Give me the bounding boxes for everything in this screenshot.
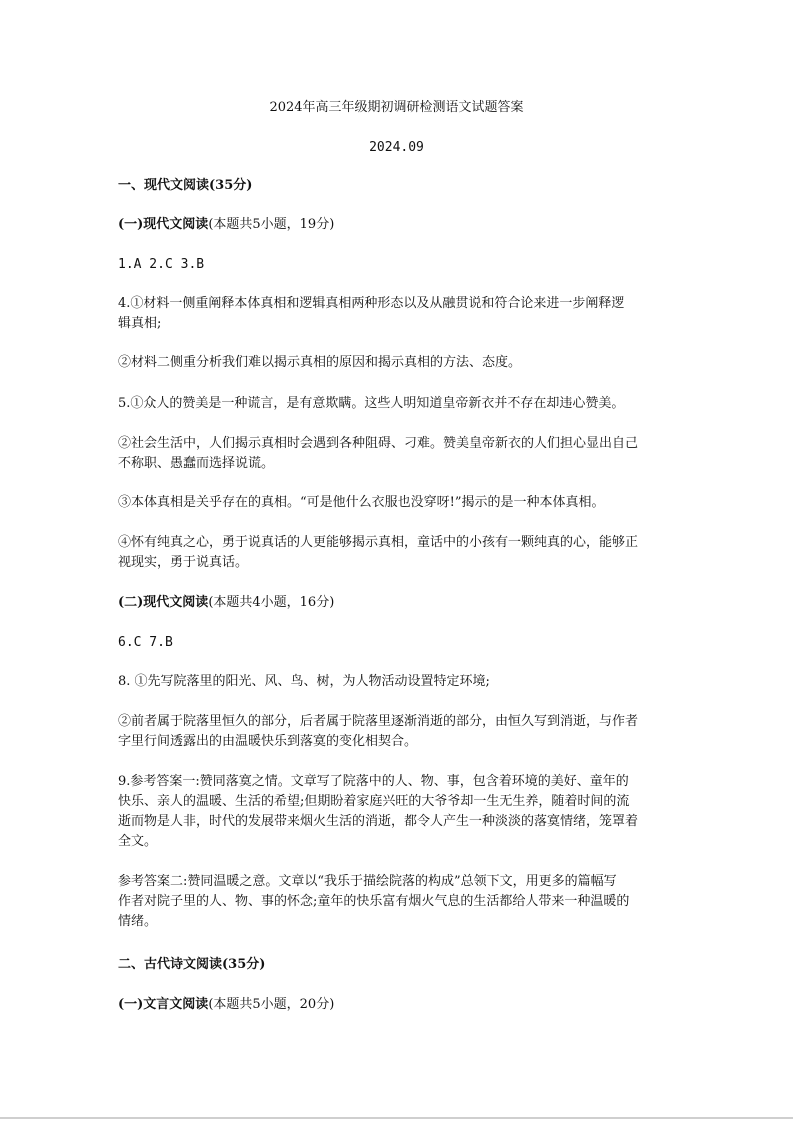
page-bottom-divider [0, 1117, 793, 1119]
subsection-heading-modern-reading-1 [118, 215, 678, 234]
answer-9-option-a-line-1: 9.参考答案一:赞同落寞之情。文章写了院落中的人、物、事，包含着环境的美好、童年的 [118, 774, 629, 789]
answer-5-point-4-line-2: 视现实，勇于说真话。 [118, 555, 249, 570]
answer-6-7: 6.C 7.B [118, 635, 173, 650]
answer-9-option-a-line-3: 逝而物是人非，时代的发展带来烟火生活的消逝，都令人产生一种淡淡的落寞情绪，笼罩着 [118, 814, 639, 829]
answer-8-point-1: 8. ①先写院落里的阳光、风、鸟、树，为人物活动设置特定环境; [118, 674, 490, 689]
section-heading-classical-reading: 二、古代诗文阅读(35分) [118, 957, 266, 972]
answer-5-point-2-line-1: ②社会生活中，人们揭示真相时会遇到各种阻碍、刁难。赞美皇帝新衣的人们担心显出自己 [118, 436, 639, 451]
subsection-title: (一)现代文阅读 [118, 217, 209, 232]
answer-8-point-2-line-2: 字里行间透露出的由温暖快乐到落寞的变化相契合。 [118, 734, 418, 749]
answer-8-point-2-line-1: ②前者属于院落里恒久的部分，后者属于院落里逐渐消逝的部分，由恒久写到消逝，与作者 [118, 714, 639, 729]
subsection-title: (一)文言文阅读 [118, 997, 209, 1012]
subsection-heading-modern-reading-2 [118, 593, 678, 612]
answer-5-point-3: ③本体真相是关乎存在的真相。“可是他什么衣服也没穿呀!”揭示的是一种本体真相。 [118, 495, 605, 510]
doc-title: 2024年高三年级期初调研检测语文试题答案 [269, 100, 524, 115]
answer-9-option-b-line-2: 作者对院子里的人、物、事的怀念;童年的快乐富有烟火气息的生活都给人带来一种温暖的 [118, 894, 630, 909]
subsection-note: (本题共4小题，16分) [208, 595, 335, 610]
doc-date: 2024.09 [369, 140, 424, 155]
answer-4-line-1: 4.①材料一侧重阐释本体真相和逻辑真相两种形态以及从融贯说和符合论来进一步阐释逻 [118, 296, 625, 311]
answer-9-option-a-line-4: 全文。 [118, 834, 158, 849]
subsection-heading-classical-reading-1 [118, 995, 678, 1014]
subsection-note: (本题共5小题，19分) [208, 217, 335, 232]
answer-9-option-b-line-1: 参考答案二:赞同温暖之意。文章以“我乐于描绘院落的构成”总领下文，用更多的篇幅写 [118, 874, 617, 889]
subsection-note: (本题共5小题，20分) [208, 997, 335, 1012]
answer-9-option-a-line-2: 快乐、亲人的温暖、生活的希望;但期盼着家庭兴旺的大爷爷却一生无生养，随着时间的流 [118, 794, 630, 809]
answer-9-option-b-line-3: 情绪。 [118, 914, 158, 929]
answer-5-point-2-line-2: 不称职、愚蠢而选择说谎。 [118, 456, 275, 471]
subsection-title: (二)现代文阅读 [118, 595, 209, 610]
answer-4-line-2: 辑真相; [118, 316, 162, 331]
answer-5-point-4-line-1: ④怀有纯真之心，勇于说真话的人更能够揭示真相，童话中的小孩有一颗纯真的心，能够正 [118, 535, 639, 550]
answer-5-point-1: 5.①众人的赞美是一种谎言，是有意欺瞒。这些人明知道皇帝新衣并不存在却违心赞美。 [118, 396, 625, 411]
answer-1-3: 1.A 2.C 3.B [118, 257, 205, 272]
section-heading-modern-reading: 一、现代文阅读(35分) [118, 178, 253, 193]
answer-4-point-2: ②材料二侧重分析我们难以揭示真相的原因和揭示真相的方法、态度。 [118, 355, 522, 370]
